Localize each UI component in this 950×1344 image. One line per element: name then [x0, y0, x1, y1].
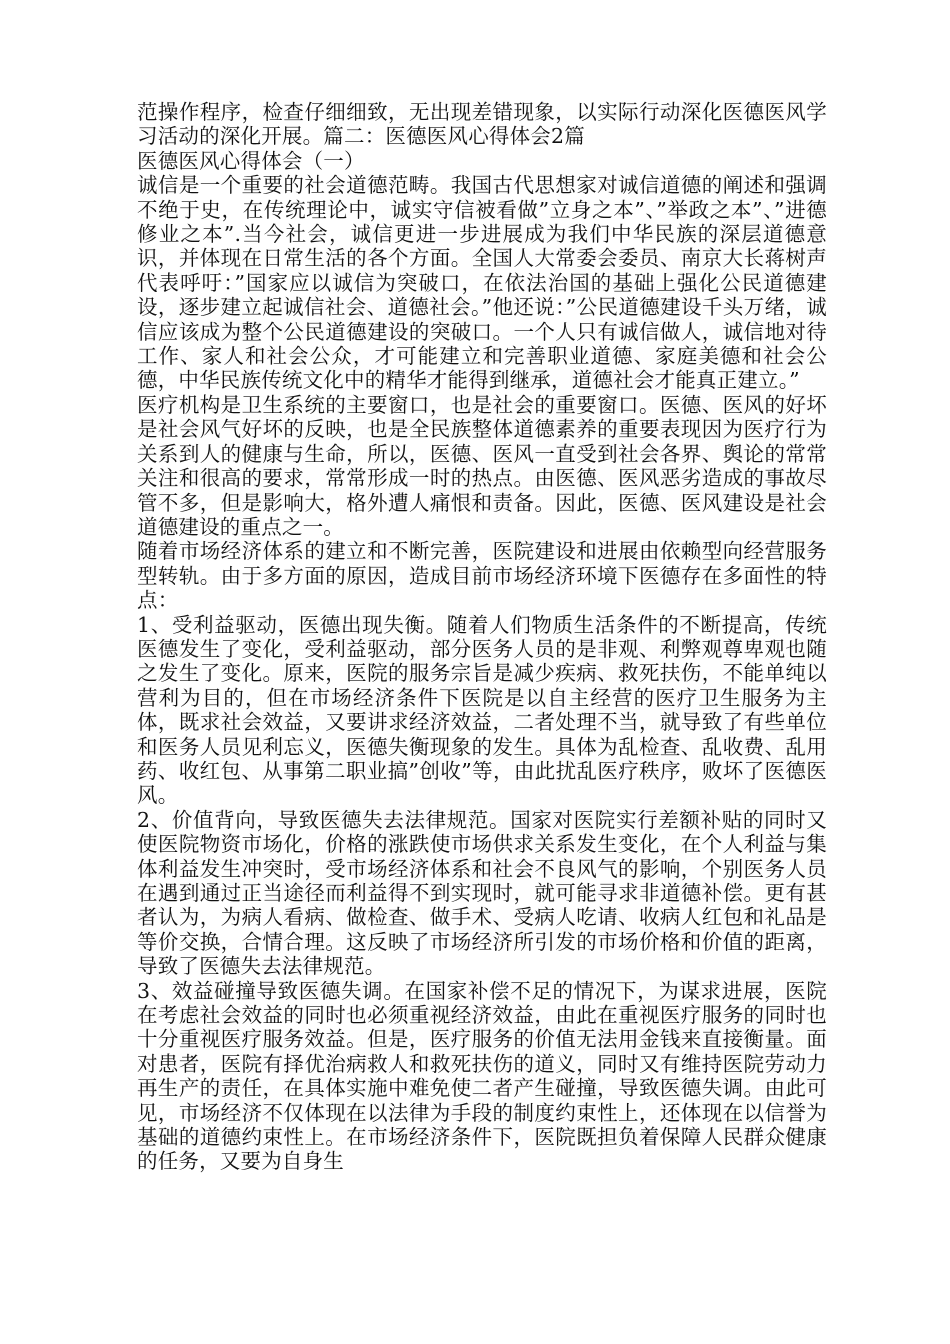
paragraph-integrity: 诚信是一个重要的社会道德范畴。我国古代思想家对诚信道德的阐述和强调不绝于史，在传统理论中，诚实守信被看做”立身之本”、”举政之本”、”进德修业之本”.当今社会，诚信更进一步进展成为我们中华民族的深层道德意识，并体现在日常生活的各个方面。全国人大常委会委员、南京大长蒋树声代表呼吁：”国家应以诚信为突破口，在依法治国的基础上强化公民道德建设，逐步建立起诚信社会、道德社会。”他还说：”公民道德建设千头万绪，诚信应该成为整个公民道德建设的突破口。一个人只有诚信做人，诚信地对待工作、家人和社会公众，才可能建立和完善职业道德、家庭美德和社会公德，中华民族传统文化中的精华才能得到继承，道德社会才能真正建立。” [137, 173, 827, 393]
paragraph-medical-institutions: 医疗机构是卫生系统的主要窗口，也是社会的重要窗口。医德、医风的好坏是社会风气好坏的反映，也是全民族整体道德素养的重要表现因为医疗行为关系到人的健康与生命，所以，医德、医风一直受到社会各界、舆论的常常关注和很高的要求，常常形成一时的热点。由医德、医风恶劣造成的事故尽管不多，但是影响大，格外遭人痛恨和责备。因此，医德、医风建设是社会道德建设的重点之一。 [137, 392, 827, 539]
section-heading: 医德医风心得体会（一） [137, 148, 365, 173]
paragraph-intro-continuation: 范操作程序，检查仔细细致，无出现差错现象，以实际行动深化医德医风学习活动的深化开展。篇二：医德医风心得体会2篇 [137, 100, 827, 149]
list-item-1: 1、受利益驱动，医德出现失衡。随着人们物质生活条件的不断提高，传统医德发生了变化，受利益驱动，部分医务人员的是非观、利弊观尊卑观也随之发生了变化。原来，医院的服务宗旨是减少疾病、救死扶伤，不能单纯以营利为目的，但在市场经济条件下医院是以自主经营的医疗卫生服务为主体，既求社会效益，又要讲求经济效益，二者处理不当，就导致了有些单位和医务人员见利忘义，医德失衡现象的发生。具体为乱检查、乱收费、乱用药、收红包、从事第二职业搞”创收”等，由此扰乱医疗秩序，败坏了医德医风。 [137, 612, 827, 808]
list-item-3: 3、效益碰撞导致医德失调。在国家补偿不足的情况下，为谋求进展，医院在考虑社会效益的同时也必须重视经济效益，由此在重视医疗服务的同时也十分重视医疗服务效益。但是，医疗服务的价值无法用金钱来直接衡量。面对患者，医院有择优治病救人和救死扶伤的道义，同时又有维持医院劳动力再生产的责任，在具体实施中难免使二者产生碰撞，导致医德失调。由此可见，市场经济不仅体现在以法律为手段的制度约束性上，还体现在以信誉为基础的道德约束性上。在市场经济条件下，医院既担负着保障人民群众健康的任务，又要为自身生 [137, 978, 827, 1174]
document-page [137, 100, 827, 1174]
list-item-2: 2、价值背向，导致医德失去法律规范。国家对医院实行差额补贴的同时又使医院物资市场化，价格的涨跌使市场供求关系发生变化，在个人利益与集体利益发生冲突时，受市场经济体系和社会不良风气的影响，个别医务人员在遇到通过正当途径而利益得不到实现时，就可能寻求非道德补偿。更有甚者认为，为病人看病、做检查、做手术、受病人吃请、收病人红包和礼品是等价交换，合情合理。这反映了市场经济所引发的市场价格和价值的距离，导致了医德失去法律规范。 [137, 807, 827, 979]
paragraph-market-economy: 随着市场经济体系的建立和不断完善，医院建设和进展由依赖型向经营服务型转轨。由于多方面的原因，造成目前市场经济环境下医德存在多面性的特点： [137, 539, 827, 613]
